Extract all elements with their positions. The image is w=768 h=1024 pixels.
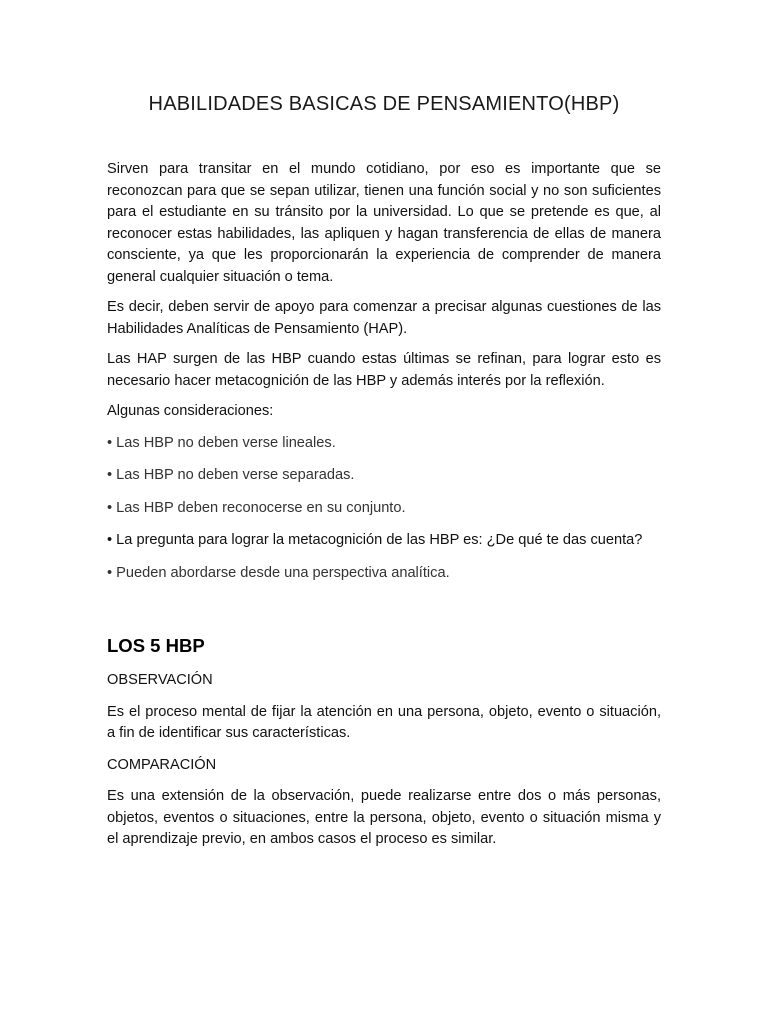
bullet-item: • Las HBP no deben verse lineales. — [107, 434, 336, 451]
bullet-item: • Las HBP no deben verse separadas. — [107, 467, 355, 483]
document-title: HABILIDADES BASICAS DE PENSAMIENTO(HBP) — [148, 93, 620, 115]
bullet-item: • La pregunta para lograr la metacognición de las HBP es: ¿De qué te das cuenta? — [107, 532, 643, 548]
bullet-item: • Pueden abordarse desde una perspectiva analítica. — [107, 564, 450, 581]
definition-comparacion: Es una extensión de la observación, puede realizarse entre dos o más personas, objetos, eventos o situaciones, entre la persona, objeto, evento o situación misma y el aprendizaje previo, en ambos casos el proceso es similar. — [107, 788, 661, 847]
paragraph-considerations-label: Algunas consideraciones: — [107, 403, 274, 419]
subheading-comparacion: COMPARACIÓN — [107, 756, 217, 773]
definition-observacion: Es el proceso mental de fijar la atención en una persona, objeto, evento o situación, a fin de identificar sus características. — [107, 703, 661, 741]
paragraph-hap-support: Es decir, deben servir de apoyo para comenzar a precisar algunas cuestiones de las Habilidades Analíticas de Pensamiento (HAP). — [107, 299, 661, 337]
subheading-observacion: OBSERVACIÓN — [107, 672, 213, 688]
hbp-list-section — [107, 670, 661, 861]
section-heading: LOS 5 HBP — [107, 635, 205, 656]
paragraph-hap-origin: Las HAP surgen de las HBP cuando estas últimas se refinan, para lograr esto es necesario hacer metacognición de las HBP y además interés por la reflexión. — [107, 351, 661, 389]
intro-section — [107, 159, 661, 584]
paragraph-intro: Sirven para transitar en el mundo cotidiano, por eso es importante que se reconozcan para que se sepan utilizar, tienen una función social y no son suficientes para el estudiante en su tránsito por la universidad. Lo que se pretende es que, al reconocer estas habilidades, las apliquen y hagan transferencia de ellas de manera consciente, ya que les proporcionarán la experiencia de comprender de manera general cualquier situación o tema. — [107, 161, 661, 285]
bullet-item: • Las HBP deben reconocerse en su conjunto. — [107, 499, 406, 516]
